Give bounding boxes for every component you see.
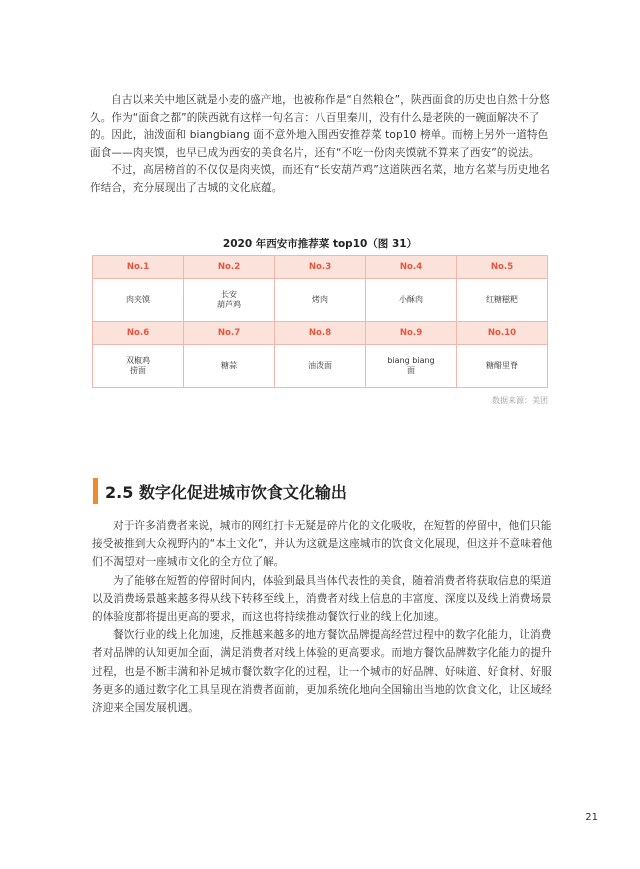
- body-paragraph: 对于许多消费者来说，城市的网红打卡无疑是碎片化的文化吸收，在短暂的停留中，他们只能接受被推到大众视野内的“本土文化”，并认为这就是这座城市的饮食文化展现，但这并不意味着他们不渴望对一座城市文化的全方位了解。: [92, 520, 553, 569]
- rank-label: No.2: [184, 256, 275, 279]
- intro-paragraph: 不过，高居榜首的不仅仅是肉夹馍，而还有“长安葫芦鸡”这道陕西名菜，地方名菜与历史地名作结合，充分展现出了古城的文化底蕴。: [90, 164, 550, 194]
- dish-name: 小酥肉: [366, 279, 457, 322]
- rank-header-row: [93, 322, 548, 345]
- section-heading: [93, 478, 347, 504]
- body-paragraph: 餐饮行业的线上化加速，反推越来越多的地方餐饮品牌提高经营过程中的数字化能力，让消费者对品牌的认知更加全面，满足消费者对线上体验的更高要求。而地方餐饮品牌数字化能力的提升过程，也是不断丰满和补足城市餐饮数字化的过程，让一个城市的好品牌、好味道、好食材、好服务更多的通过数字化工具呈现在消费者面前，更加系统化地向全国输出当地的饮食文化，让区域经济迎来全国发展机遇。: [92, 629, 552, 715]
- data-source-note: 数据来源：美团: [492, 396, 548, 405]
- dish-row: [93, 345, 548, 388]
- dish-name: 红糖糍粑: [457, 279, 548, 322]
- rank-label: No.6: [93, 322, 184, 345]
- rank-label: No.1: [93, 256, 184, 279]
- intro-text: [90, 92, 554, 198]
- table-title: 2020 年西安市推荐菜 top10（图 31）: [222, 238, 418, 250]
- rank-header-row: [93, 256, 548, 279]
- dish-name: 长安 葫芦鸡: [184, 279, 275, 322]
- dish-row: [93, 279, 548, 322]
- rank-label: No.10: [457, 322, 548, 345]
- section-accent-bar: [93, 478, 98, 504]
- section-title: 2.5 数字化促进城市饮食文化输出: [105, 482, 347, 502]
- dish-name: 肉夹馍: [93, 279, 184, 322]
- rank-label: No.5: [457, 256, 548, 279]
- section-body: [92, 517, 554, 717]
- dish-name: 烤肉: [275, 279, 366, 322]
- rank-label: No.4: [366, 256, 457, 279]
- rank-label: No.3: [275, 256, 366, 279]
- page-number: 21: [585, 812, 598, 823]
- dish-name: 油泼面: [275, 345, 366, 388]
- dish-name: 双椒鸡 捞面: [93, 345, 184, 388]
- dish-name: biang biang 面: [366, 345, 457, 388]
- top10-dishes-table: [92, 255, 548, 388]
- rank-label: No.7: [184, 322, 275, 345]
- rank-label: No.9: [366, 322, 457, 345]
- intro-paragraph: 自古以来关中地区就是小麦的盛产地，也被称作是“自然粮仓”，陕西面食的历史也自然十分悠久。作为“面食之都”的陕西就有这样一句名言：八百里秦川，没有什么是老陕的一碗面解决不了的。因此，油泼面和 biangbiang 面不意外地入围西安推荐菜 top10 榜单。而榜上另外一道特色面食——肉夹馍，也早已成为西安的美食名片，还有“不吃一份肉夹馍就不算来了西安”的说法。: [90, 94, 550, 159]
- rank-label: No.8: [275, 322, 366, 345]
- body-paragraph: 为了能够在短暂的停留时间内，体验到最具当体代表性的美食，随着消费者将获取信息的渠道以及消费场景越来越多得从线下转移至线上，消费者对线上信息的丰富度、深度以及线上消费场景的体验度都将提出更高的要求，而这也将持续推动餐饮行业的线上化加速。: [92, 574, 552, 624]
- dish-name: 糖醋里脊: [457, 345, 548, 388]
- dish-name: 糖蒜: [184, 345, 275, 388]
